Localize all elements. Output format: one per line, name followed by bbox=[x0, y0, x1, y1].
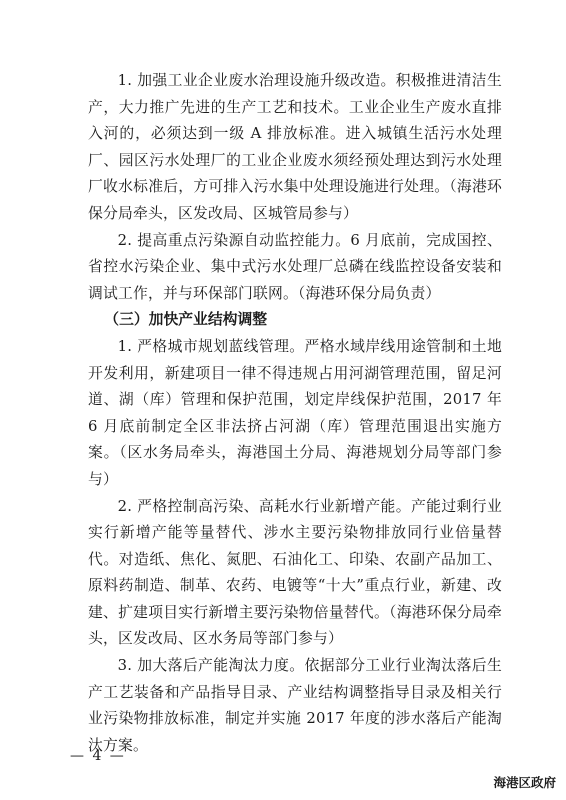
section-heading: （三）加快产业结构调整 bbox=[104, 311, 268, 329]
paragraph-wastewater-treatment: 1. 加强工业企业废水治理设施升级改造。积极推进清洁生产，大力推广先进的生产工艺和技术。工业企业生产废水直排入河的，必须达到一级 A 排放标准。进入城镇生活污水处理厂、园区污水处理厂的工业企业废水须经预处理达到污水处理厂收水标准后，方可排入污水集中处理设施进行处理。（海港环保分局牵头，区发改局、区城管局参与） bbox=[88, 72, 502, 222]
paragraph-monitoring: 2. 提高重点污染源自动监控能力。6 月底前，完成国控、省控水污染企业、集中式污水处理厂总磷在线监控设备安装和调试工作，并与环保部门联网。（海港环保分局负责） bbox=[88, 231, 502, 302]
paragraph-capacity-control: 2. 严格控制高污染、高耗水行业新增产能。产能过剩行业实行新增产能等量替代、涉水主要污染物排放同行业倍量替代。对造纸、焦化、氮肥、石油化工、印染、农副产品加工、原料药制造、制革、农药、电镀等“十大”重点行业，新建、改建、扩建项目实行新增主要污染物倍量替代。（海港环保分局牵头，区发改局、区水务局等部门参与） bbox=[88, 497, 502, 648]
paragraph-blue-line: 1. 严格城市规划蓝线管理。严格水域岸线用途管制和土地开发利用，新建项目一律不得违规占用河湖管理范围，留足河道、湖（库）管理和保护范围，划定岸线保护范围，2017 年 6 月底前制定全区非法挤占河湖（库）管理范围退出实施方案。（区水务局牵头，海港国土分局、海港规划分局等部门参与） bbox=[88, 337, 502, 488]
page-number: — 4 — bbox=[70, 748, 126, 764]
paragraph-obsolete-capacity: 3. 加大落后产能淘汰力度。依据部分工业行业淘汰落后生产工艺装备和产品指导目录、产业结构调整指导目录及相关行业污染物排放标准，制定并实施 2017 年度的涉水落后产能淘汰方案。 bbox=[88, 657, 502, 754]
watermark-label: 海港区政府 bbox=[493, 775, 556, 790]
document-body bbox=[88, 68, 502, 759]
